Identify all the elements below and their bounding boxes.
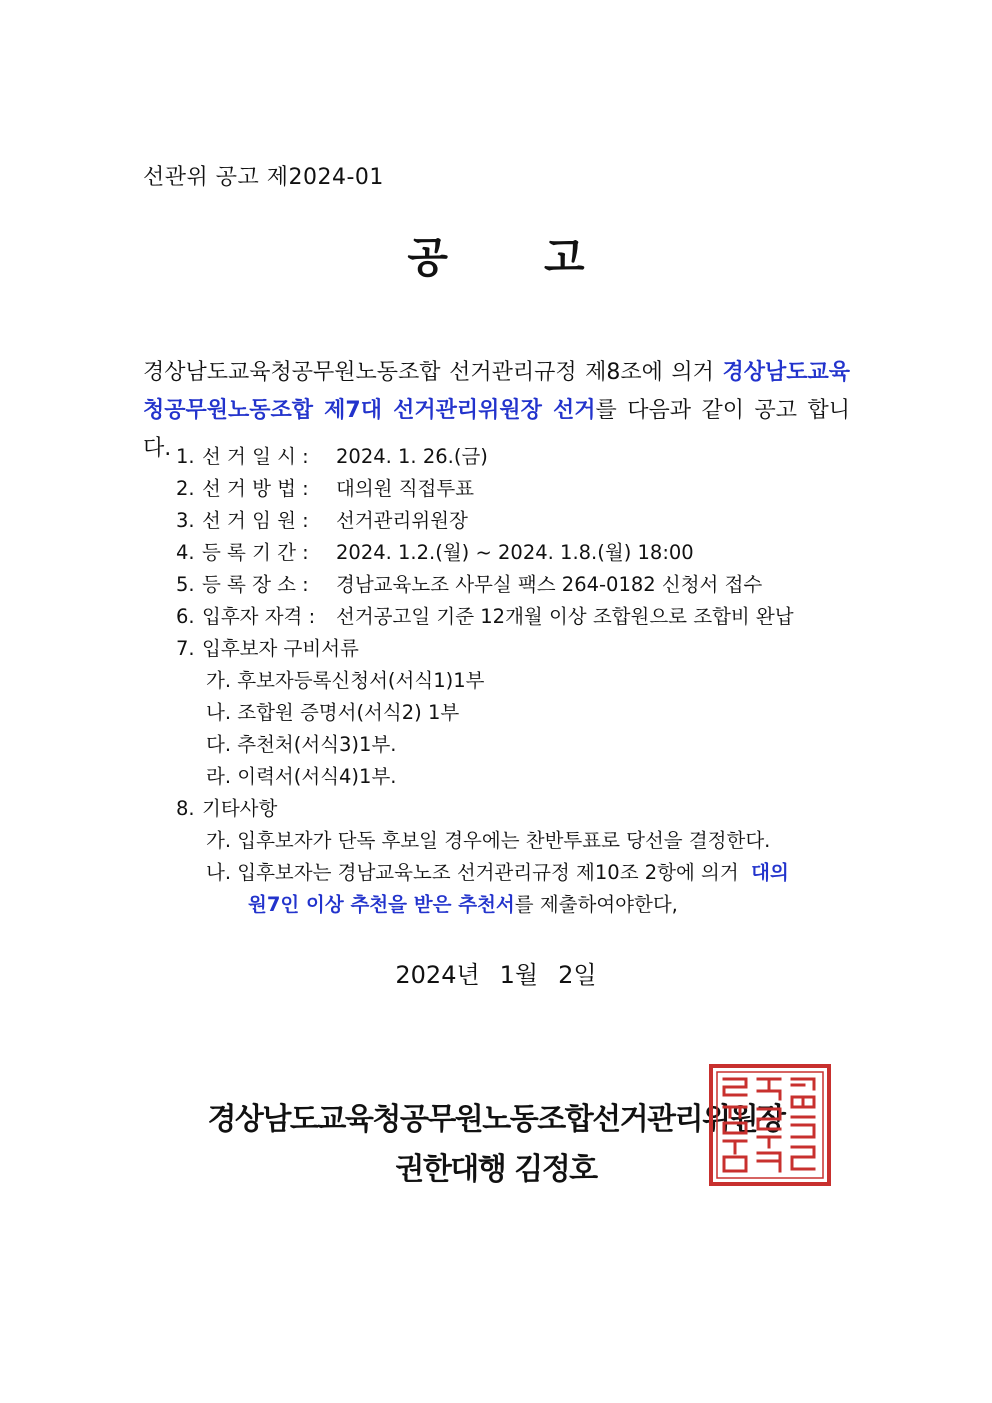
sub-item-highlight: 대의 bbox=[751, 861, 789, 884]
list-item bbox=[176, 793, 856, 825]
list-item bbox=[176, 473, 856, 505]
signature-name: 권한대행 김정호 bbox=[395, 1152, 597, 1187]
item-number: 2. bbox=[176, 477, 195, 500]
item-number: 3. bbox=[176, 509, 195, 532]
item-number: 1. bbox=[176, 445, 195, 468]
list-item bbox=[176, 537, 856, 569]
item-number: 8. bbox=[176, 797, 195, 820]
sub-item: 라. 이력서(서식4)1부. bbox=[206, 765, 397, 788]
sub-item: 가. 후보자등록신청서(서식1)1부 bbox=[206, 669, 485, 692]
sub-item-highlight: 원7인 이상 추천을 받은 추천서 bbox=[248, 893, 515, 916]
sub-item-text: 나. 입후보자는 경남교육노조 선거관리규정 제10조 2항에 의거 bbox=[206, 861, 739, 884]
item-label: 입후자 자격 : bbox=[202, 605, 316, 628]
list-item bbox=[176, 505, 856, 537]
item-heading: 입후보자 구비서류 bbox=[202, 637, 359, 660]
item-label: 선 거 임 원 : bbox=[202, 509, 309, 532]
item-label: 선 거 일 시 : bbox=[202, 445, 309, 468]
notice-items bbox=[176, 441, 856, 921]
intro-text: 경상남도교육청공무원노동조합 선거관리규정 제8조에 의거 bbox=[143, 360, 723, 385]
title-char-2: 고 bbox=[544, 233, 585, 282]
item-value: 2024. 1.2.(월) ~ 2024. 1.8.(월) 18:00 bbox=[336, 541, 694, 564]
item-value: 경남교육노조 사무실 팩스 264-0182 신청서 접수 bbox=[336, 573, 763, 596]
item-number: 5. bbox=[176, 573, 195, 596]
item-value: 2024. 1. 26.(금) bbox=[336, 445, 488, 468]
sub-item-continuation bbox=[176, 889, 856, 921]
item-heading: 기타사항 bbox=[202, 797, 278, 820]
item-value: 선거관리위원장 bbox=[336, 509, 468, 532]
notice-number: 선관위 공고 제2024-01 bbox=[143, 165, 384, 190]
intro-line-1 bbox=[143, 354, 850, 392]
sub-item: 가. 입후보자가 단독 후보일 경우에는 찬반투표로 당선을 결정한다. bbox=[206, 829, 771, 852]
item-number: 6. bbox=[176, 605, 195, 628]
list-item bbox=[176, 601, 856, 633]
item-number: 4. bbox=[176, 541, 195, 564]
item-label: 선 거 방 법 : bbox=[202, 477, 309, 500]
sub-item: 나. 조합원 증명서(서식2) 1부 bbox=[206, 701, 460, 724]
sub-item: 다. 추천처(서식3)1부. bbox=[206, 733, 397, 756]
title-char-1: 공 bbox=[407, 233, 448, 282]
item-label: 등 록 기 간 : bbox=[202, 541, 309, 564]
item-number: 7. bbox=[176, 637, 195, 660]
list-item bbox=[176, 569, 856, 601]
item-value: 대의원 직접투표 bbox=[336, 477, 475, 500]
list-item bbox=[176, 441, 856, 473]
intro-text: 를 다음과 같이 공고 합니다. bbox=[143, 398, 850, 461]
date-year: 2024년 bbox=[395, 961, 480, 989]
sub-item-text: 를 제출하여야한다, bbox=[514, 893, 678, 916]
page-title bbox=[0, 225, 992, 285]
official-seal-icon bbox=[708, 1063, 832, 1187]
sub-item bbox=[176, 857, 856, 889]
notice-date bbox=[0, 955, 992, 990]
item-value: 선거공고일 기준 12개월 이상 조합원으로 조합비 완납 bbox=[336, 605, 794, 628]
intro-highlight: 청공무원노동조합 제7대 선거관리위원장 선거 bbox=[143, 398, 596, 423]
intro-highlight: 경상남도교육 bbox=[722, 360, 850, 385]
item-label: 등 록 장 소 : bbox=[202, 573, 309, 596]
list-item bbox=[176, 633, 856, 665]
date-month: 1월 bbox=[499, 961, 539, 989]
signature-org: 경상남도교육청공무원노동조합선거관리위원장 bbox=[207, 1102, 785, 1137]
date-day: 2일 bbox=[558, 961, 597, 989]
